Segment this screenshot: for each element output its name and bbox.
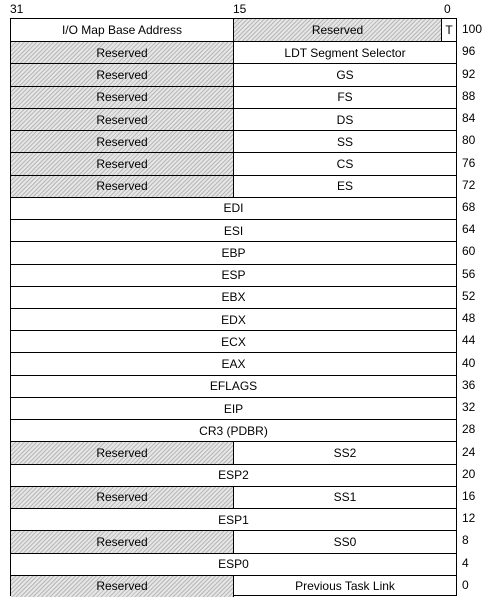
field-eax: EAX <box>221 357 246 372</box>
field-esp1: ESP1 <box>218 512 249 527</box>
tss-row-offset-48 <box>11 308 456 330</box>
tss-row-offset-64 <box>11 219 456 241</box>
offset-label: 72 <box>462 177 476 192</box>
reserved-field: Reserved <box>11 487 234 508</box>
offset-label: 16 <box>462 488 476 503</box>
bit-label-15: 15 <box>233 2 247 16</box>
reserved-field: Reserved <box>11 64 234 85</box>
offset-label: 80 <box>462 133 476 148</box>
tss-row-offset-16 <box>11 486 456 508</box>
tss-row-offset-60 <box>11 241 456 263</box>
field-cs: CS <box>336 156 354 171</box>
tss-row-offset-12 <box>11 508 456 530</box>
field-esp2: ESP2 <box>218 468 249 483</box>
tss-row-offset-8 <box>11 530 456 552</box>
field-ss2: SS2 <box>333 445 357 460</box>
reserved-field: Reserved <box>234 19 442 41</box>
bit-label-31: 31 <box>10 2 24 16</box>
field-gs: GS <box>336 68 354 83</box>
tss-row-offset-72 <box>11 175 456 197</box>
tss-row-offset-20 <box>11 464 456 486</box>
offset-label: 44 <box>462 333 476 348</box>
field-esi: ESI <box>223 223 244 238</box>
tss-row-offset-76 <box>11 152 456 174</box>
tss-row-offset-0 <box>11 575 456 597</box>
tss-row-offset-88 <box>11 86 456 108</box>
field-ss1: SS1 <box>333 490 357 505</box>
offset-label: 64 <box>462 222 476 237</box>
offset-label: 12 <box>462 511 476 526</box>
offset-label: 8 <box>462 533 469 548</box>
tss-row-offset-96 <box>11 41 456 63</box>
field-ecx: ECX <box>221 334 246 349</box>
reserved-field: Reserved <box>11 442 234 463</box>
field-esp0: ESP0 <box>218 557 249 572</box>
offset-label: 0 <box>462 577 469 592</box>
tss-row-offset-4 <box>11 553 456 575</box>
offset-label: 84 <box>462 111 476 126</box>
tss-row-offset-44 <box>11 330 456 352</box>
offset-label: 36 <box>462 377 476 392</box>
reserved-field: Reserved <box>11 153 234 174</box>
tss-row-offset-24 <box>11 441 456 463</box>
field-esp: ESP <box>221 268 246 283</box>
tss-row-offset-80 <box>11 130 456 152</box>
offset-label: 96 <box>462 44 476 59</box>
reserved-field: Reserved <box>11 531 234 552</box>
offset-label: 100 <box>462 22 483 37</box>
reserved-field: Reserved <box>11 131 234 152</box>
offset-label: 60 <box>462 244 476 259</box>
field-ss0: SS0 <box>333 534 357 549</box>
field-i-o-map-base-address: I/O Map Base Address <box>11 19 234 41</box>
field-ebp: EBP <box>221 245 246 260</box>
tss-row-offset-100 <box>11 19 456 41</box>
field-edx: EDX <box>221 312 246 327</box>
field-es: ES <box>336 179 353 194</box>
offset-label: 20 <box>462 466 476 481</box>
tss-row-offset-28 <box>11 419 456 441</box>
offset-label: 28 <box>462 422 476 437</box>
reserved-field: Reserved <box>11 109 234 130</box>
field-ds: DS <box>336 112 354 127</box>
offset-label: 24 <box>462 444 476 459</box>
tss-row-offset-56 <box>11 264 456 286</box>
bit-label-0: 0 <box>444 2 451 16</box>
field-eip: EIP <box>223 401 244 416</box>
tss-structure-diagram <box>10 18 457 596</box>
field-previous-task-link: Previous Task Link <box>295 579 395 594</box>
offset-label: 4 <box>462 555 469 570</box>
offset-label: 32 <box>462 400 476 415</box>
reserved-field: Reserved <box>11 176 234 197</box>
field-edi: EDI <box>223 201 244 216</box>
field-fs: FS <box>337 90 353 105</box>
offset-label: 76 <box>462 155 476 170</box>
offset-label: 92 <box>462 66 476 81</box>
tss-row-offset-32 <box>11 397 456 419</box>
reserved-field: Reserved <box>11 576 234 597</box>
offset-label: 48 <box>462 311 476 326</box>
tss-row-offset-52 <box>11 286 456 308</box>
field-ldt-segment-selector: LDT Segment Selector <box>284 45 406 60</box>
tss-row-offset-36 <box>11 375 456 397</box>
offset-label: 56 <box>462 266 476 281</box>
debug-trap-flag-t: T <box>445 23 453 38</box>
tss-row-offset-68 <box>11 197 456 219</box>
offset-label: 68 <box>462 199 476 214</box>
offset-label: 52 <box>462 288 476 303</box>
reserved-field: Reserved <box>11 42 234 63</box>
field-ss: SS <box>336 134 353 149</box>
tss-row-offset-40 <box>11 352 456 374</box>
tss-row-offset-92 <box>11 63 456 85</box>
offset-label: 88 <box>462 88 476 103</box>
field-cr3-pdbr: CR3 (PDBR) <box>199 423 268 438</box>
reserved-field: Reserved <box>11 87 234 108</box>
tss-row-offset-84 <box>11 108 456 130</box>
offset-label: 40 <box>462 355 476 370</box>
field-ebx: EBX <box>221 290 246 305</box>
field-eflags: EFLAGS <box>209 379 258 394</box>
